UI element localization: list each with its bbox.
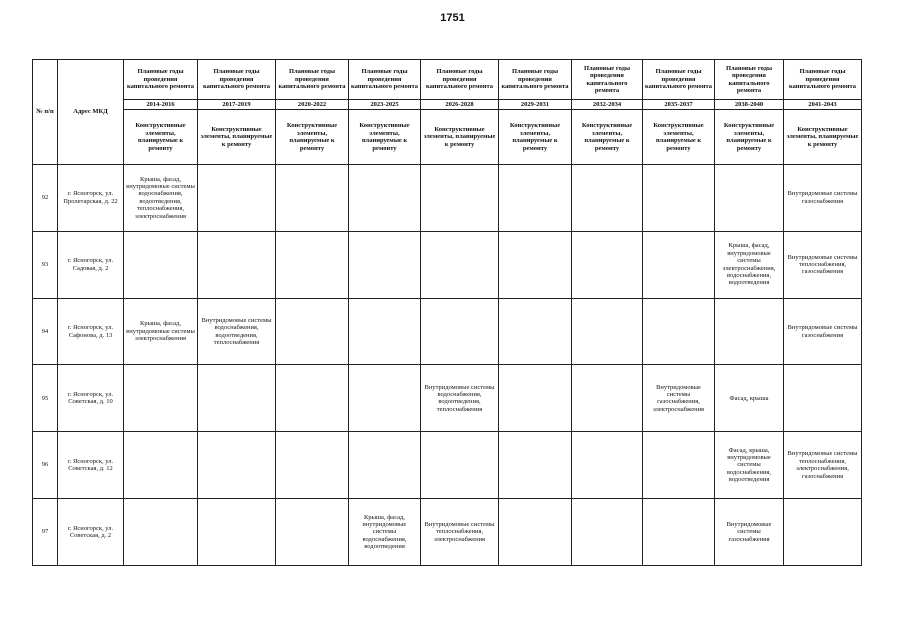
table-cell — [499, 298, 572, 365]
row-address: г. Ясногорск, ул. Советская, д. 10 — [58, 365, 124, 432]
header-address: Адрес МКД — [58, 60, 124, 165]
header-num: № п/п — [33, 60, 58, 165]
table-cell — [198, 164, 276, 231]
header-period-sub: Конструктивные элементы, планируемые к ремонту — [198, 110, 276, 165]
table-cell — [499, 365, 572, 432]
header-period-sub: Конструктивные элементы, планируемые к ремонту — [499, 110, 572, 165]
table-cell — [499, 432, 572, 499]
table-cell — [276, 298, 349, 365]
row-address: г. Ясногорск, ул. Советская, д. 12 — [58, 432, 124, 499]
table-cell — [276, 231, 349, 298]
table-cell: Внутридомовые системы газоснабжения, электроснабжения — [643, 365, 715, 432]
table-cell — [499, 164, 572, 231]
row-address: г. Ясногорск, ул. Садовая, д. 2 — [58, 231, 124, 298]
header-period-years: 2035-2037 — [643, 100, 715, 110]
table-cell — [198, 365, 276, 432]
table-cell: Крыша, фасад, внутридомовые системы водоснабжения, водоотведения, теплоснабжения, электроснабжения — [124, 164, 198, 231]
header-period-title: Плановые годы проведения капитального ремонта — [198, 60, 276, 100]
header-row-years — [33, 100, 862, 110]
table-cell — [572, 499, 643, 566]
table-cell — [643, 499, 715, 566]
table-cell — [643, 432, 715, 499]
table-row — [33, 164, 862, 231]
header-period-years: 2029-2031 — [499, 100, 572, 110]
header-period-sub: Конструктивные элементы, планируемые к ремонту — [421, 110, 499, 165]
table-cell — [198, 231, 276, 298]
row-number: 92 — [33, 164, 58, 231]
table-cell — [124, 499, 198, 566]
header-period-sub: Конструктивные элементы, планируемые к ремонту — [349, 110, 421, 165]
table-cell: Внутридомовые системы водоснабжения, водоотведения, теплоснабжения — [421, 365, 499, 432]
table-cell — [499, 231, 572, 298]
row-number: 94 — [33, 298, 58, 365]
table-cell: Фасад, крыша — [715, 365, 784, 432]
header-row-sub — [33, 110, 862, 165]
header-period-years: 2014-2016 — [124, 100, 198, 110]
header-period-title: Плановые годы проведения капитального ремонта — [124, 60, 198, 100]
header-period-title: Плановые годы проведения капитального ремонта — [784, 60, 862, 100]
row-number: 93 — [33, 231, 58, 298]
header-period-title: Плановые годы проведения капитального ремонта — [572, 60, 643, 100]
table-row — [33, 298, 862, 365]
table-cell — [349, 298, 421, 365]
table-cell — [643, 298, 715, 365]
header-period-years: 2032-2034 — [572, 100, 643, 110]
table-cell — [421, 231, 499, 298]
table-cell — [124, 432, 198, 499]
header-period-title: Плановые годы проведения капитального ремонта — [715, 60, 784, 100]
row-number: 96 — [33, 432, 58, 499]
table-cell — [349, 231, 421, 298]
row-address: г. Ясногорск, ул. Пролетарская, д. 22 — [58, 164, 124, 231]
table-cell — [784, 499, 862, 566]
table-cell — [572, 432, 643, 499]
table-cell — [643, 164, 715, 231]
table-cell — [572, 231, 643, 298]
table-cell — [276, 164, 349, 231]
table-cell — [784, 365, 862, 432]
table-cell — [421, 298, 499, 365]
table-row — [33, 499, 862, 566]
header-period-years: 2038-2040 — [715, 100, 784, 110]
header-period-sub: Конструктивные элементы, планируемые к ремонту — [715, 110, 784, 165]
table-cell — [499, 499, 572, 566]
table-cell — [572, 365, 643, 432]
header-period-sub: Конструктивные элементы, планируемые к ремонту — [572, 110, 643, 165]
table-cell — [421, 432, 499, 499]
row-address: г. Ясногорск, ул. Советская, д. 2 — [58, 499, 124, 566]
table-cell: Крыша, фасад, внутридомовые системы электроснабжения — [124, 298, 198, 365]
header-period-years: 2026-2028 — [421, 100, 499, 110]
header-period-years: 2020-2022 — [276, 100, 349, 110]
header-period-sub: Конструктивные элементы, планируемые к ремонту — [124, 110, 198, 165]
table-cell: Внутридомовые системы теплоснабжения, электроснабжения — [421, 499, 499, 566]
table-row — [33, 432, 862, 499]
page-number: 1751 — [440, 12, 465, 24]
header-period-title: Плановые годы проведения капитального ремонта — [421, 60, 499, 100]
row-number: 95 — [33, 365, 58, 432]
table-cell: Крыша, фасад, внутридомовые системы электроснабжения, водоснабжения, водоотведения — [715, 231, 784, 298]
table-cell — [643, 231, 715, 298]
row-number: 97 — [33, 499, 58, 566]
table-cell — [715, 164, 784, 231]
header-period-sub: Конструктивные элементы, планируемые к ремонту — [276, 110, 349, 165]
table-cell — [572, 164, 643, 231]
table-cell — [276, 365, 349, 432]
header-period-title: Плановые годы проведения капитального ремонта — [276, 60, 349, 100]
table-cell — [572, 298, 643, 365]
table-cell: Внутридомовые системы теплоснабжения, электроснабжения, газоснабжения — [784, 432, 862, 499]
header-period-title: Плановые годы проведения капитального ремонта — [349, 60, 421, 100]
table-cell: Внутридомовые системы газоснабжения — [784, 298, 862, 365]
table-cell — [276, 499, 349, 566]
table-cell — [349, 164, 421, 231]
header-row-titles — [33, 60, 862, 100]
table-cell: Внутридомовые системы газоснабжения — [784, 164, 862, 231]
table-cell — [349, 365, 421, 432]
header-period-years: 2023-2025 — [349, 100, 421, 110]
table-cell — [715, 298, 784, 365]
table-cell — [124, 231, 198, 298]
table-cell — [198, 432, 276, 499]
row-address: г. Ясногорск, ул. Сафонова, д. 13 — [58, 298, 124, 365]
table-cell — [198, 499, 276, 566]
header-period-sub: Конструктивные элементы, планируемые к ремонту — [643, 110, 715, 165]
repair-schedule-table — [32, 59, 862, 566]
table-cell — [276, 432, 349, 499]
table-cell: Внутридомовые системы газоснабжения — [715, 499, 784, 566]
table-cell: Крыша, фасад, внутридомовые системы водоснабжения, водоотведения — [349, 499, 421, 566]
table-cell — [124, 365, 198, 432]
header-period-sub: Конструктивные элементы, планируемые к ремонту — [784, 110, 862, 165]
header-period-title: Плановые годы проведения капитального ремонта — [643, 60, 715, 100]
header-period-title: Плановые годы проведения капитального ремонта — [499, 60, 572, 100]
table-row — [33, 365, 862, 432]
table-cell — [421, 164, 499, 231]
header-period-years: 2017-2019 — [198, 100, 276, 110]
table-row — [33, 231, 862, 298]
table-cell: Внутридомовые системы водоснабжения, водоотведения, теплоснабжения — [198, 298, 276, 365]
table-cell: Внутридомовые системы теплоснабжения, газоснабжения — [784, 231, 862, 298]
header-period-years: 2041-2043 — [784, 100, 862, 110]
table-cell — [349, 432, 421, 499]
table-cell: Фасад, крыша, внутридомовые системы водоснабжения, водоотведения — [715, 432, 784, 499]
